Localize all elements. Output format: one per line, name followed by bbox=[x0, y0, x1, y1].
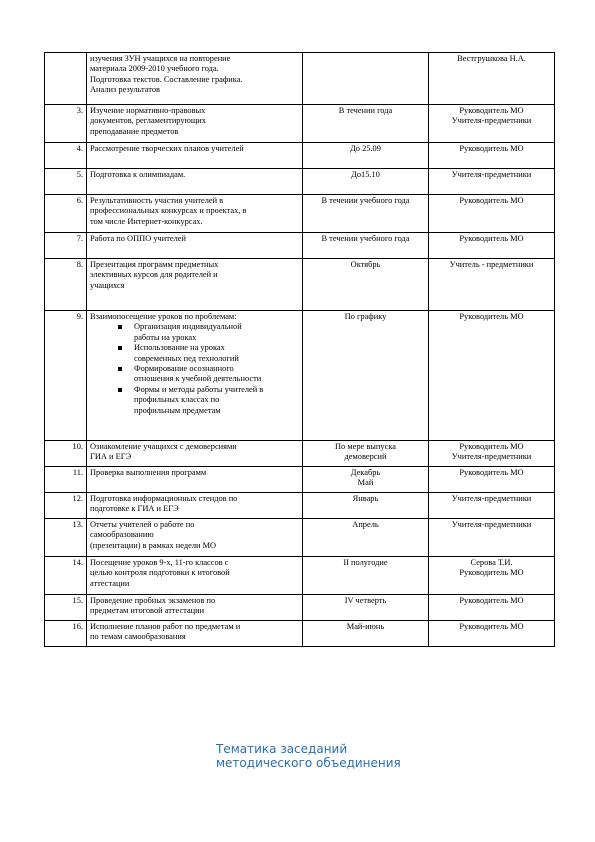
square-bullet-icon bbox=[118, 388, 122, 392]
activity-text-line: Исполнение планов работ по предметам и bbox=[90, 622, 241, 631]
row-number: 7. bbox=[45, 233, 87, 259]
activity-text-line: целью контроля подготовки к итоговой bbox=[90, 568, 230, 578]
row-number: 16. bbox=[45, 621, 87, 647]
date-cell bbox=[303, 195, 429, 233]
date-cell bbox=[303, 233, 429, 259]
date-cell bbox=[303, 169, 429, 195]
plan-table bbox=[44, 52, 555, 647]
topic-text-line: Организация индивидуальной bbox=[134, 322, 242, 332]
activity-text-line: изучения ЗУН учащихся на повторение bbox=[90, 54, 231, 63]
activity-cell bbox=[87, 169, 303, 195]
activity-text-line: преподавание предметов bbox=[90, 126, 179, 136]
activity-text-line: том числе Интернет-конкурсах. bbox=[90, 216, 203, 226]
responsible-cell bbox=[429, 557, 555, 595]
activity-cell bbox=[87, 519, 303, 557]
row-number: 6. bbox=[45, 195, 87, 233]
activity-cell bbox=[87, 557, 303, 595]
activity-text-line: (презентации) в рамках недели МО bbox=[90, 540, 217, 550]
date-text-line: IV четверть bbox=[344, 596, 387, 605]
table-row bbox=[45, 311, 555, 441]
responsible-text-line: Руководитель МО bbox=[459, 144, 524, 153]
responsible-text-line: Руководитель МО bbox=[459, 234, 524, 243]
date-cell bbox=[303, 467, 429, 493]
activity-text-line: Отчеты учителей о работе по bbox=[90, 520, 195, 529]
responsible-text-line: Учителя-предметники bbox=[451, 170, 532, 179]
responsible-text-line: Учителя-предметники bbox=[451, 494, 532, 503]
activity-text-line: учащихся bbox=[90, 280, 125, 290]
activity-cell bbox=[87, 311, 303, 441]
activity-text-line: Ознакомление учащихся с демоверсиями bbox=[90, 442, 237, 451]
table-row bbox=[45, 105, 555, 143]
table-row bbox=[45, 195, 555, 233]
activity-text-line: по темам самообразования bbox=[90, 632, 186, 642]
responsible-cell bbox=[429, 195, 555, 233]
activity-text-line: Рассмотрение творческих планов учителей bbox=[90, 144, 244, 153]
date-cell bbox=[303, 311, 429, 441]
date-text-line: Май bbox=[357, 478, 374, 488]
responsible-cell bbox=[429, 441, 555, 467]
row-number: 8. bbox=[45, 259, 87, 311]
square-bullet-icon bbox=[118, 346, 122, 350]
topic-list-item bbox=[134, 364, 299, 385]
footer-title-line-2: методического объединения bbox=[216, 756, 401, 770]
topic-list bbox=[90, 322, 299, 416]
activity-cell bbox=[87, 105, 303, 143]
topic-text-line: Использование на уроках bbox=[134, 343, 225, 353]
date-cell bbox=[303, 143, 429, 169]
plan-table-body bbox=[45, 53, 555, 647]
row-number: 14. bbox=[45, 557, 87, 595]
activity-text-line: Подготовка информационных стендов по bbox=[90, 494, 238, 503]
activity-text-line: аттестации bbox=[90, 578, 130, 588]
date-text-line: По мере выпуска bbox=[335, 442, 396, 451]
row-number: 4. bbox=[45, 143, 87, 169]
footer-title-line-1: Тематика заседаний bbox=[216, 742, 348, 756]
date-cell bbox=[303, 53, 429, 105]
table-row bbox=[45, 259, 555, 311]
date-cell bbox=[303, 595, 429, 621]
activity-cell bbox=[87, 233, 303, 259]
activity-text-line: Взаимопосещение уроков по проблемам: bbox=[90, 312, 237, 321]
responsible-cell bbox=[429, 259, 555, 311]
activity-text-line: подготовке к ГИА и ЕГЭ bbox=[90, 504, 179, 514]
activity-cell bbox=[87, 621, 303, 647]
responsible-cell bbox=[429, 169, 555, 195]
topic-text-line: Формирование осознанного bbox=[134, 364, 234, 374]
date-text-line: До15.10 bbox=[351, 170, 380, 179]
activity-text-line: Изучение нормативно-правовых bbox=[90, 106, 206, 115]
responsible-cell bbox=[429, 105, 555, 143]
table-row bbox=[45, 467, 555, 493]
responsible-cell bbox=[429, 311, 555, 441]
activity-text-line: предметам итоговой аттестации bbox=[90, 606, 205, 616]
date-text-line: В течении года bbox=[338, 106, 393, 115]
date-cell bbox=[303, 441, 429, 467]
responsible-text-line: Руководитель МО bbox=[459, 442, 524, 451]
responsible-text-line: Вестгрушкова Н.А. bbox=[457, 54, 526, 63]
responsible-cell bbox=[429, 493, 555, 519]
topic-list-item bbox=[134, 343, 299, 364]
responsible-cell bbox=[429, 621, 555, 647]
footer-title bbox=[216, 742, 401, 770]
topic-text-line: работы на уроках bbox=[134, 332, 197, 342]
date-text-line: Декабрь bbox=[350, 468, 381, 477]
activity-text-line: Проведение пробных экзаменов по bbox=[90, 596, 216, 605]
row-number bbox=[45, 53, 87, 105]
activity-text-line: Посещение уроков 9-х, 11-го классов с bbox=[90, 558, 229, 567]
table-row bbox=[45, 493, 555, 519]
date-text-line: Май-июнь bbox=[346, 622, 385, 631]
table-row bbox=[45, 519, 555, 557]
activity-text-line: Результативность участия учителей в bbox=[90, 196, 224, 205]
topic-text-line: отношения к учебной деятельности bbox=[134, 374, 262, 384]
date-text-line: демоверсий bbox=[344, 452, 387, 462]
activity-text-line: документов, регламентирующих bbox=[90, 116, 206, 126]
activity-text-line: профессиональных конкурсах и проектах, в bbox=[90, 206, 247, 216]
responsible-text-line: Руководитель МО bbox=[459, 196, 524, 205]
table-row bbox=[45, 53, 555, 105]
responsible-cell bbox=[429, 233, 555, 259]
responsible-text-line: Руководитель МО bbox=[459, 568, 524, 578]
topic-text-line: профильных классах по bbox=[134, 395, 220, 405]
square-bullet-icon bbox=[118, 325, 122, 329]
responsible-cell bbox=[429, 467, 555, 493]
responsible-text-line: Учителя-предметники bbox=[451, 116, 532, 126]
activity-cell bbox=[87, 467, 303, 493]
square-bullet-icon bbox=[118, 367, 122, 371]
activity-text-line: Проверка выполнения программ bbox=[90, 468, 207, 477]
date-text-line: До 25.09 bbox=[350, 144, 381, 153]
row-number: 11. bbox=[45, 467, 87, 493]
activity-cell bbox=[87, 441, 303, 467]
responsible-cell bbox=[429, 53, 555, 105]
date-cell bbox=[303, 621, 429, 647]
responsible-text-line: Руководитель МО bbox=[459, 596, 524, 605]
topic-text-line: современных пед технологий bbox=[134, 353, 239, 363]
date-text-line: По графику bbox=[344, 312, 387, 321]
date-cell bbox=[303, 259, 429, 311]
row-number: 12. bbox=[45, 493, 87, 519]
activity-text-line: самообразованию bbox=[90, 530, 154, 540]
responsible-text-line: Серова Т.И. bbox=[470, 558, 513, 567]
date-text-line: Январь bbox=[352, 494, 379, 503]
activity-cell bbox=[87, 195, 303, 233]
date-cell bbox=[303, 557, 429, 595]
activity-cell bbox=[87, 259, 303, 311]
responsible-cell bbox=[429, 519, 555, 557]
responsible-text-line: Руководитель МО bbox=[459, 468, 524, 477]
activity-cell bbox=[87, 493, 303, 519]
activity-cell bbox=[87, 143, 303, 169]
activity-text-line: ГИА и ЕГЭ bbox=[90, 452, 132, 462]
activity-cell bbox=[87, 53, 303, 105]
activity-text-line: материала 2009-2010 учебного года. bbox=[90, 64, 219, 74]
table-row bbox=[45, 595, 555, 621]
date-cell bbox=[303, 105, 429, 143]
table-row bbox=[45, 169, 555, 195]
responsible-cell bbox=[429, 595, 555, 621]
responsible-text-line: Руководитель МО bbox=[459, 312, 524, 321]
table-row bbox=[45, 143, 555, 169]
activity-text-line: элективных курсов для родителей и bbox=[90, 270, 218, 280]
topic-text-line: профильным предметам bbox=[134, 405, 221, 415]
row-number: 5. bbox=[45, 169, 87, 195]
activity-text-line: Подготовка к олимпиадам. bbox=[90, 170, 186, 179]
date-text-line: В течении учебного года bbox=[321, 234, 410, 243]
activity-text-line: Работа по ОППО учителей bbox=[90, 234, 186, 243]
table-row bbox=[45, 441, 555, 467]
activity-text-line: Анализ результатов bbox=[90, 85, 160, 95]
activity-cell bbox=[87, 595, 303, 621]
row-number: 9. bbox=[45, 311, 87, 441]
row-number: 13. bbox=[45, 519, 87, 557]
responsible-text-line: Руководитель МО bbox=[459, 622, 524, 631]
table-row bbox=[45, 233, 555, 259]
row-number: 3. bbox=[45, 105, 87, 143]
date-cell bbox=[303, 493, 429, 519]
date-text-line: Октябрь bbox=[350, 260, 381, 269]
activity-text-line: Презентация программ предметных bbox=[90, 260, 219, 269]
responsible-text-line: Учителя-предметники bbox=[451, 520, 532, 529]
table-row bbox=[45, 621, 555, 647]
date-cell bbox=[303, 519, 429, 557]
topic-list-item bbox=[134, 322, 299, 343]
date-text-line: II полугодие bbox=[343, 558, 388, 567]
topic-text-line: Формы и методы работы учителей в bbox=[134, 384, 264, 394]
topic-list-item bbox=[134, 385, 299, 416]
row-number: 10. bbox=[45, 441, 87, 467]
responsible-cell bbox=[429, 143, 555, 169]
table-row bbox=[45, 557, 555, 595]
responsible-text-line: Учитель - предметники bbox=[449, 260, 534, 269]
responsible-text-line: Учителя-предметники bbox=[451, 452, 532, 462]
row-number: 15. bbox=[45, 595, 87, 621]
date-text-line: Апрель bbox=[352, 520, 379, 529]
responsible-text-line: Руководитель МО bbox=[459, 106, 524, 115]
date-text-line: В течении учебного года bbox=[321, 196, 410, 205]
activity-text-line: Подготовка текстов. Составление графика. bbox=[90, 74, 243, 84]
